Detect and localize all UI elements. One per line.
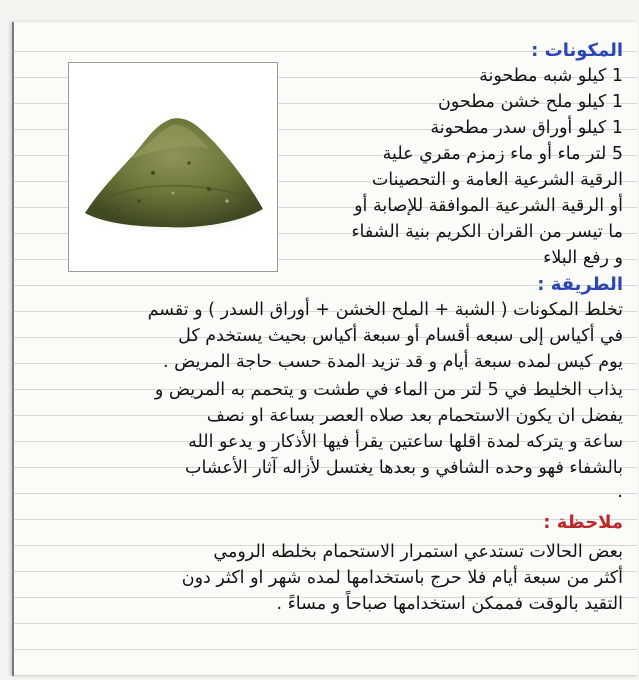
ingredient-line: 1 كيلو أوراق سدر مطحونة xyxy=(430,118,623,138)
ingredient-line: و رفع البلاء xyxy=(543,248,623,268)
note-heading: ملاحظة : xyxy=(543,512,623,533)
ingredient-line: 1 كيلو شبه مطحونة xyxy=(479,66,623,86)
note-line: أكثر من سبعة أيام فلا حرج باستخدامها لمده شهر او اكثر دون xyxy=(181,568,623,588)
method-heading: الطريقة : xyxy=(537,274,623,295)
ingredient-line: 5 لتر ماء أو ماء زمزم مقري علية xyxy=(382,144,623,164)
method-line: يذاب الخليط في 5 لتر من الماء في طشت و يتحمم به المريض و xyxy=(154,380,623,400)
recipe-card xyxy=(12,22,637,676)
ingredients-heading: المكونات : xyxy=(531,40,623,61)
method-line: في أكياس إلى سبعه أقسام أو سبعة أكياس بحيث يستخدم كل xyxy=(178,326,623,346)
note-line: التقيد بالوقت فممكن استخدامها صباحاً و مساءً . xyxy=(276,594,623,614)
note-line: بعض الحالات تستدعي استمرار الاستحمام بخلطه الرومي xyxy=(213,542,623,562)
method-line: يوم كيس لمده سبعة أيام و قد تزيد المدة حسب حاجة المريض . xyxy=(163,352,623,372)
method-line: يفضل ان يكون الاستحمام بعد صلاه العصر بساعة او نصف xyxy=(206,406,623,426)
method-line: تخلط المكونات ( الشبة + الملح الخشن + أوراق السدر ) و تقسم xyxy=(147,300,623,320)
powder-pile-illustration xyxy=(69,63,277,271)
herbal-powder-photo xyxy=(68,62,278,272)
method-line: بالشفاء فهو وحده الشافي و بعدها يغتسل لأزاله آثار الأعشاب xyxy=(184,458,623,478)
ingredient-line: 1 كيلو ملح خشن مطحون xyxy=(438,92,623,112)
ingredient-line: الرقية الشرعية العامة و التحصينات xyxy=(371,170,623,190)
ingredient-line: أو الرقية الشرعية الموافقة للإصابة أو xyxy=(354,196,623,216)
method-line: . xyxy=(617,482,623,502)
ingredient-line: ما تيسر من القران الكريم بنية الشفاء xyxy=(351,222,623,242)
method-line: ساعة و يتركه لمدة اقلها ساعتين يقرأ فيها الأذكار و يدعو الله xyxy=(188,432,623,452)
